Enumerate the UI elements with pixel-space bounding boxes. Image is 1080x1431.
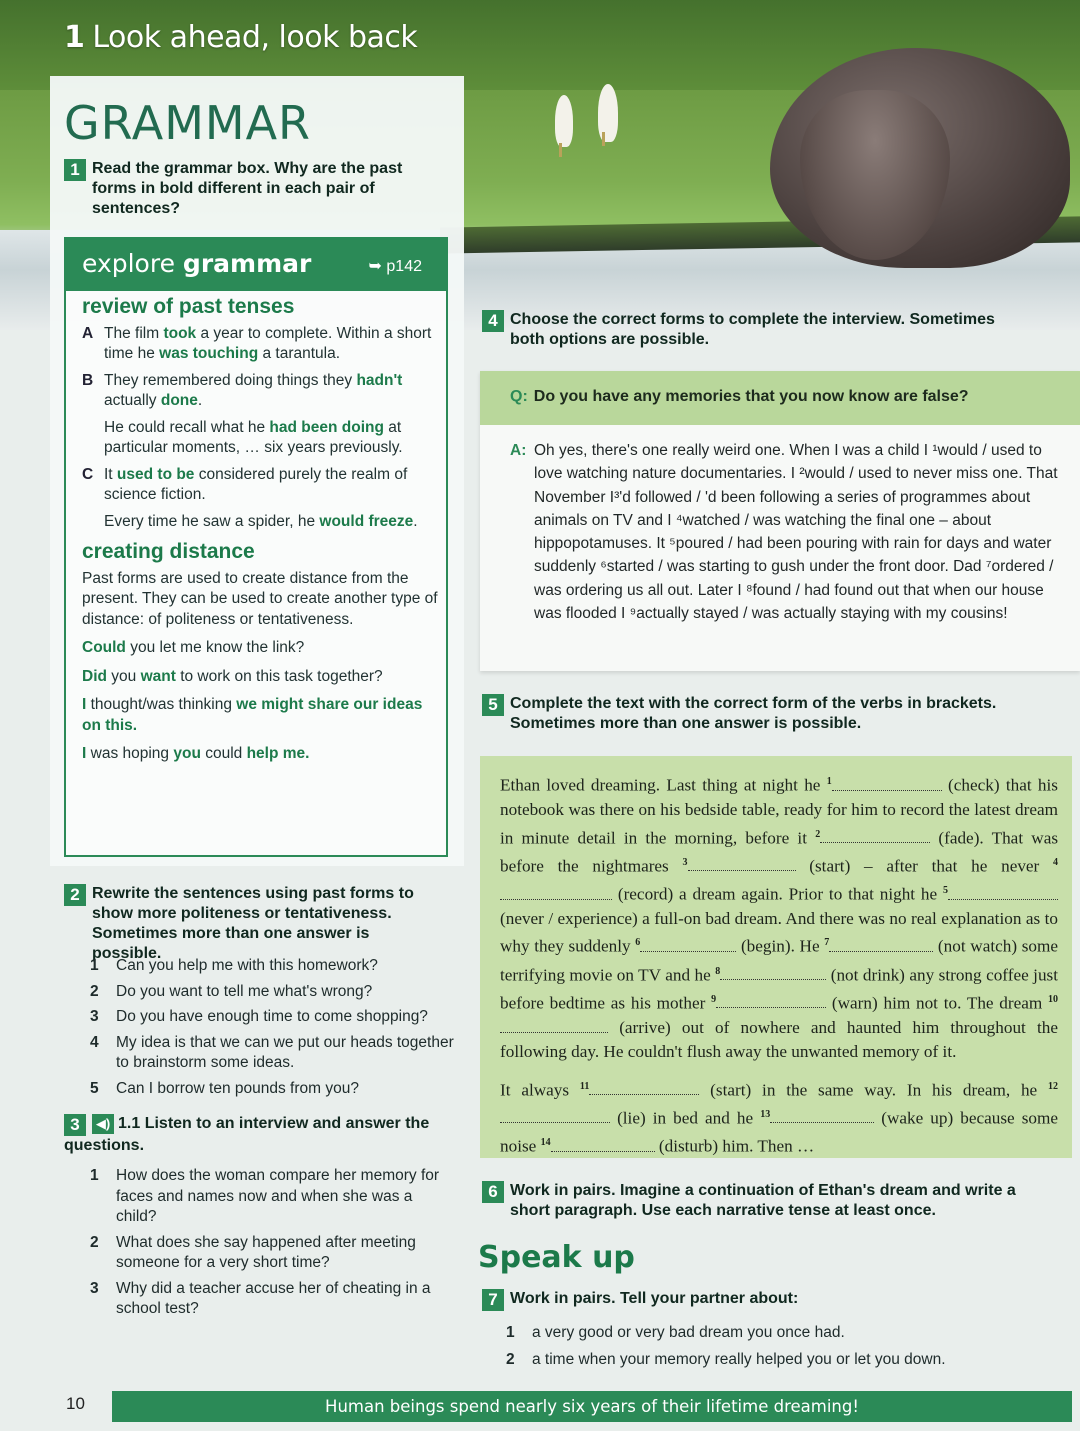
example-letter: A [82,324,94,342]
unit-number: 1 [64,20,85,55]
gap-4[interactable] [500,886,612,900]
story-seg: It always [500,1080,570,1100]
task-number: 3 [64,1114,86,1136]
example-text: actually [104,392,161,409]
past-form-bold: would [319,512,365,530]
task-5-text: Complete the text with the correct form of the verbs in brackets. Sometimes more than one answer is possible. [510,695,997,732]
task-4 [482,310,1042,350]
example-text: a year to complete. Within a short time he [104,324,432,362]
example-text: He could recall what he [104,418,270,436]
list-item [90,982,460,1003]
item-number: 3 [90,1279,99,1297]
footer-fact-bar: Human beings spend nearly six years of their lifetime dreaming! [112,1391,1072,1422]
page-reference-link[interactable]: ➥ p142 [368,258,422,275]
gap-9[interactable] [716,994,826,1008]
story-seg: (never / experience) a full-on bad dream. And there was no real explanation as to why they suddenly [500,908,1058,957]
interview-question [510,388,969,406]
story-box [480,756,1072,1158]
task-5 [482,694,1042,734]
gap-number: 9 [711,993,717,1005]
list-item [90,956,460,977]
past-form-bold: took [163,324,197,342]
item-number: 2 [506,1351,515,1368]
item-number: 2 [90,1233,99,1251]
item-text: My idea is that we can we put our heads together to brainstorm some ideas. [116,1033,454,1071]
review-example [82,418,438,459]
past-form-bold: hadn't [356,371,403,389]
explore-grammar-title [82,249,311,278]
story-seg: (begin). He [740,937,820,957]
list-item [90,1233,450,1274]
past-form-bold: done [160,392,198,409]
review-example [82,512,438,533]
item-number: 5 [90,1079,99,1097]
example-text: . [413,512,418,530]
list-item [506,1320,1026,1346]
example-text: considered purely the realm of science fiction. [104,465,408,503]
page-number: 10 [66,1394,85,1413]
task-7-text: Work in pairs. Tell your partner about: [510,1290,799,1307]
example-text: you let me know the link? [125,639,305,656]
task-4-text: Choose the correct forms to complete the interview. Sometimes both options are possible. [510,311,995,348]
task-number: 7 [482,1289,504,1311]
story-seg: Ethan loved dreaming. Last thing at night he [500,775,821,795]
gap-number: 10 [1048,993,1059,1005]
example-text: Every time he saw a spider, he [104,512,320,530]
item-text: How does the woman compare her memory for faces and names now and when she was a child? [116,1167,440,1225]
list-item [90,1007,460,1028]
example-letter: C [82,465,94,483]
gap-2[interactable] [820,829,930,843]
task-2-text: Rewrite the sentences using past forms to show more politeness or tentativeness. Sometimes more than one answer is possible. [92,885,414,962]
example-text: at particular moments, … six years previously. [104,418,403,456]
example-text: you [106,667,141,685]
story-seg: (start) in the same way. In his dream, he [710,1080,1038,1100]
gap-number: 3 [682,856,688,868]
item-text: a very good or very bad dream you once had. [532,1324,845,1341]
item-number: 3 [90,1008,99,1025]
example-text: The film [104,324,164,342]
gap-5[interactable] [948,886,1058,900]
review-example [82,465,438,506]
gap-number: 7 [824,937,830,949]
item-number: 2 [90,982,99,1000]
item-text: Do you want to tell me what's wrong? [116,982,373,1000]
task-7-list [506,1320,1026,1374]
unit-title-text: Look ahead, look back [92,20,418,55]
gap-14[interactable] [551,1138,655,1152]
story-seg: that his notebook was there on his bedside table, ready for him to record the latest dream in minute detail in the morning, before it [500,775,1058,848]
story-seg: (wake up) because some noise [500,1108,1059,1156]
task-number: 1 [64,159,86,181]
distance-example [82,638,438,659]
distance-heading: creating distance [82,540,255,563]
task-1-text: Read the grammar box. Why are the past forms in bold different in each pair of sentences? [92,160,403,217]
task-6-text: Work in pairs. Imagine a continuation of Ethan's dream and write a short paragraph. Use each narrative tense at least once. [510,1182,1016,1219]
story-seg: (disturb) him. Then … [658,1136,815,1156]
explore-grammar-box [64,237,448,857]
task-number: 6 [482,1181,504,1203]
unit-title [64,20,417,55]
distance-examples [82,638,438,765]
item-text: Do you have enough time to come shopping? [116,1008,428,1025]
distance-example [82,695,438,736]
a-label: A: [510,442,527,459]
list-item [90,1033,460,1074]
q-label: Q: [510,388,528,405]
past-form-bold: help me. [242,745,310,762]
interview-box [480,371,1080,671]
list-item [506,1347,1026,1373]
interview-question-bar [480,371,1080,425]
list-item [90,1079,460,1100]
example-text: thought/was thinking [90,696,232,713]
story-seg: (start) – after that he never [809,856,1040,876]
item-number: 1 [506,1324,515,1341]
title-light: explore [82,249,175,278]
gap-7[interactable] [829,938,933,952]
review-example [82,371,438,412]
task-3 [64,1114,454,1156]
gap-number: 12 [1048,1080,1058,1092]
item-number: 4 [90,1033,99,1051]
review-example [82,324,438,365]
example-text: was hoping [90,745,170,762]
story-seg: (arrive) out of nowhere and haunted him throughout the following day. He couldn't flush away the unwanted memory of it. [500,1017,1058,1062]
explore-content [82,297,438,773]
past-form-bold: had been doing [269,418,384,436]
past-form-bold: I [82,696,91,713]
distance-text: Past forms are used to create distance from the present. They can be used to create another type of distance: of politeness or tentativeness. [82,569,438,628]
review-rows [82,324,438,533]
example-text: They remembered doing things they [104,371,357,389]
gap-number: 13 [760,1108,771,1120]
past-form-bold: you [169,745,206,762]
gap-number: 11 [579,1080,590,1092]
gap-10[interactable] [500,1019,608,1033]
task-number: 2 [64,884,86,906]
past-form-bold: Could [82,639,126,656]
item-text: Can I borrow ten pounds from you? [116,1079,359,1097]
story-seg: (check) [948,775,1000,795]
story-seg: (not watch) some terrifying movie on TV and he [500,937,1058,985]
story-seg: (lie) in bed and he [617,1108,754,1128]
gap-number: 1 [826,776,832,787]
gap-1[interactable] [832,777,942,791]
example-text: a tarantula. [258,345,341,362]
item-text: What does she say happened after meeting someone for a very short time? [116,1233,416,1271]
item-number: 1 [90,957,99,974]
interview-answer [510,439,1058,625]
example-letter: B [82,371,94,389]
speak-up-heading: Speak up [478,1240,635,1275]
gap-number: 2 [815,828,821,840]
task-number: 5 [482,694,504,716]
story-seg: (warn) him not to. The dream [831,993,1043,1013]
answer-text: Oh yes, there's one really weird one. When I was a child I ¹would / used to love watching nature documentaries. I ²would / used to never miss one. That November I³'d followed / 'd been following a series of programmes about animals on TV and I ⁴watched / was watching the final one – about hippopotamuses. It ⁵poured / had been pouring with rain for days and water suddenly ⁶started / was starting to gush under the front door. Dad ⁷ordered / was ordering us all out. Later I ⁸found / had found out that when our house was flooded I ⁹actually stayed / was actually staying with my cousins! [534,442,1058,623]
list-item [90,1166,450,1228]
gap-number: 8 [715,965,721,977]
gap-12[interactable] [500,1109,610,1123]
egret-figure [598,84,618,142]
gap-13[interactable] [770,1109,874,1123]
grammar-heading: GRAMMAR [64,96,312,150]
gap-number: 4 [1053,856,1059,868]
distance-example [82,744,438,765]
past-form-bold: I [82,745,91,762]
task-1 [64,159,444,219]
distance-example [82,667,438,688]
example-text: . [197,392,203,409]
gap-11[interactable] [589,1081,699,1095]
task-6 [482,1181,1072,1221]
task-3-list [90,1166,450,1325]
gap-8[interactable] [720,966,826,980]
story-text [500,770,1058,1169]
past-form-bold: was touching [159,345,259,362]
audio-track: 1.1 [118,1115,141,1132]
past-form-bold: freeze [368,512,414,530]
speaker-icon[interactable]: ◀) [92,1114,114,1134]
example-text: could [205,745,243,762]
past-form-bold: Did [82,667,107,685]
past-form-bold: used to be [116,465,195,483]
gap-number: 5 [943,884,949,896]
task-2 [64,884,454,964]
review-heading: review of past tenses [82,295,295,318]
story-seg: (not drink) any strong coffee just before bedtime as his mother [500,965,1059,1013]
list-item [90,1279,450,1320]
past-form-bold: we might share our ideas on this. [82,696,423,734]
task-number: 4 [482,310,504,332]
item-number: 1 [90,1167,99,1184]
item-text: Can you help me with this homework? [116,957,378,974]
story-seg: (record) a dream again. Prior to that night he [617,884,938,904]
question-text: Do you have any memories that you now know are false? [533,388,969,405]
explore-grammar-header [66,239,446,291]
gap-number: 6 [635,937,641,949]
task-2-list [90,956,460,1104]
gap-3[interactable] [688,857,796,871]
title-bold: grammar [182,249,312,278]
egret-figure [555,95,573,147]
example-text: to work on this task together? [175,667,383,685]
gap-6[interactable] [640,938,736,952]
item-text: a time when your memory really helped you or let you down. [532,1351,946,1368]
past-form-bold: want [140,667,176,685]
example-text: It [104,465,117,483]
task-7 [482,1289,1042,1311]
gap-number: 14 [540,1136,551,1148]
story-seg: (fade). That was before the nightmares [500,828,1059,876]
task-3-text: Listen to an interview and answer the questions. [64,1115,430,1154]
item-text: Why did a teacher accuse her of cheating in a school test? [116,1279,431,1317]
